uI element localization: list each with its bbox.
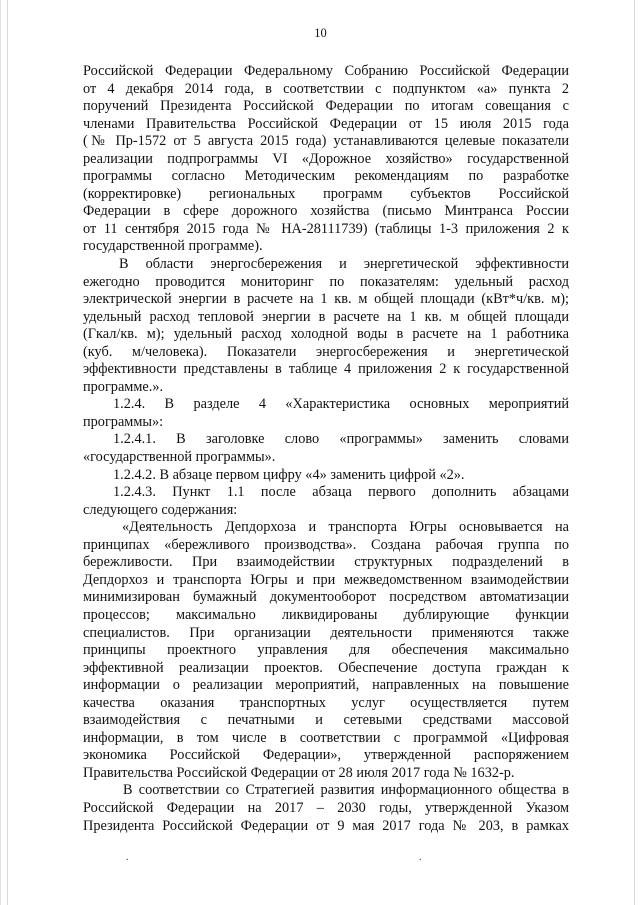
text-line: информации, в том числе в соответствии с программой «Цифровая — [83, 729, 569, 746]
text-line: Российской Федерации на 2017 – 2030 годы, утвержденной Указом — [83, 799, 569, 816]
text-line: В области энергосбережения и энергетической эффективности — [119, 256, 569, 273]
text-line: эффективности представлены в таблице 4 приложения 2 к государственной — [83, 361, 569, 378]
text-line: Правительства Российской Федерации от 28 июля 2017 года № 1632-р. — [83, 764, 515, 781]
text-line: «Деятельность Депдорхоза и транспорта Югры основывается на — [122, 519, 569, 536]
text-line: качества оказания транспортных услуг осуществляется путем — [83, 694, 569, 711]
text-line: информации о реализации мероприятий, направленных на повышение — [83, 677, 569, 694]
text-line: электрической энергии в расчете на 1 кв. м общей площади (кВт*ч/кв. м); — [83, 291, 569, 308]
text-line: специалистов. При организации деятельности применяются также — [83, 624, 569, 641]
text-line: от 11 сентября 2015 года № НА-28111739) (таблицы 1-3 приложения 2 к — [83, 220, 569, 237]
scan-edge-right — [634, 0, 635, 905]
text-line: (куб. м/человека). Показатели энергосбережения и энергетической — [83, 343, 569, 360]
text-line: В соответствии со Стратегией развития информационного общества в — [123, 782, 569, 799]
text-line: программы согласно Методическим рекомендациям по разработке — [83, 168, 569, 185]
text-line: членами Правительства Российской Федерации от 15 июля 2015 года — [83, 115, 569, 132]
text-line: государственной программе). — [83, 238, 263, 255]
text-line: бережливости. При взаимодействии структурных подразделений в — [83, 554, 569, 571]
text-line: (№ Пр-1572 от 5 августа 2015 года) устанавливаются целевые показатели — [83, 133, 569, 150]
text-line: программе.». — [83, 378, 164, 395]
text-line: принципах «бережливого производства». Создана рабочая группа по — [83, 536, 569, 553]
text-line: эффективной реализации проектов. Обеспечение доступа граждан к — [83, 659, 569, 676]
text-line: Депдорхоз и транспорта Югры и при межведомственном взаимодействии — [83, 571, 569, 588]
text-line: процессов; максимально ликвидированы дублирующие функции — [83, 606, 569, 623]
text-line: 1.2.4.3. Пункт 1.1 после абзаца первого дополнить абзацами — [113, 484, 569, 501]
text-line: ежегодно проводится мониторинг по показателям: удельный расход — [83, 273, 569, 290]
text-line: следующего содержания: — [83, 501, 238, 518]
text-line: программы»: — [83, 413, 164, 430]
text-line: экономика Российской Федерации», утвержденной распоряжением — [83, 747, 569, 764]
text-line: 1.2.4. В разделе 4 «Характеристика основных мероприятий — [113, 396, 569, 413]
text-line: от 4 декабря 2014 года, в соответствии с подпунктом «а» пункта 2 — [83, 80, 569, 97]
scan-dot-mark: . — [419, 852, 422, 863]
text-line: Федерации в сфере дорожного хозяйства (письмо Минтранса России — [83, 203, 569, 220]
text-line: реализации подпрограммы VI «Дорожное хозяйство» государственной — [83, 150, 569, 167]
text-line: «государственной программы». — [83, 449, 276, 466]
text-line: Российской Федерации Федеральному Собранию Российской Федерации — [83, 63, 569, 79]
text-line: поручений Президента Российской Федерации по итогам совещания с — [83, 98, 569, 115]
text-line: 1.2.4.2. В абзаце первом цифру «4» заменить цифрой «2». — [113, 466, 465, 483]
scan-edge-left — [7, 0, 8, 905]
text-line: взаимодействия с печатными и сетевыми средствами массовой — [83, 712, 569, 729]
text-line: принципы проектного управления для обеспечения максимально — [83, 642, 569, 659]
page-number: 10 — [314, 26, 327, 40]
text-line: удельный расход тепловой энергии в расчете на 1 кв. м общей площади — [83, 308, 569, 325]
scan-dot-mark: . — [126, 852, 129, 863]
document-body — [83, 63, 569, 835]
text-line: Президента Российской Федерации от 9 мая 2017 года № 203, в рамках — [83, 817, 569, 834]
text-line: (Гкал/кв. м); удельный расход холодной воды в расчете на 1 работника — [83, 326, 569, 343]
text-line: минимизирован бумажный документооборот посредством автоматизации — [83, 589, 569, 606]
text-line: 1.2.4.1. В заголовке слово «программы» заменить словами — [113, 431, 569, 448]
text-line: (корректировке) региональных программ субъектов Российской — [83, 185, 569, 202]
